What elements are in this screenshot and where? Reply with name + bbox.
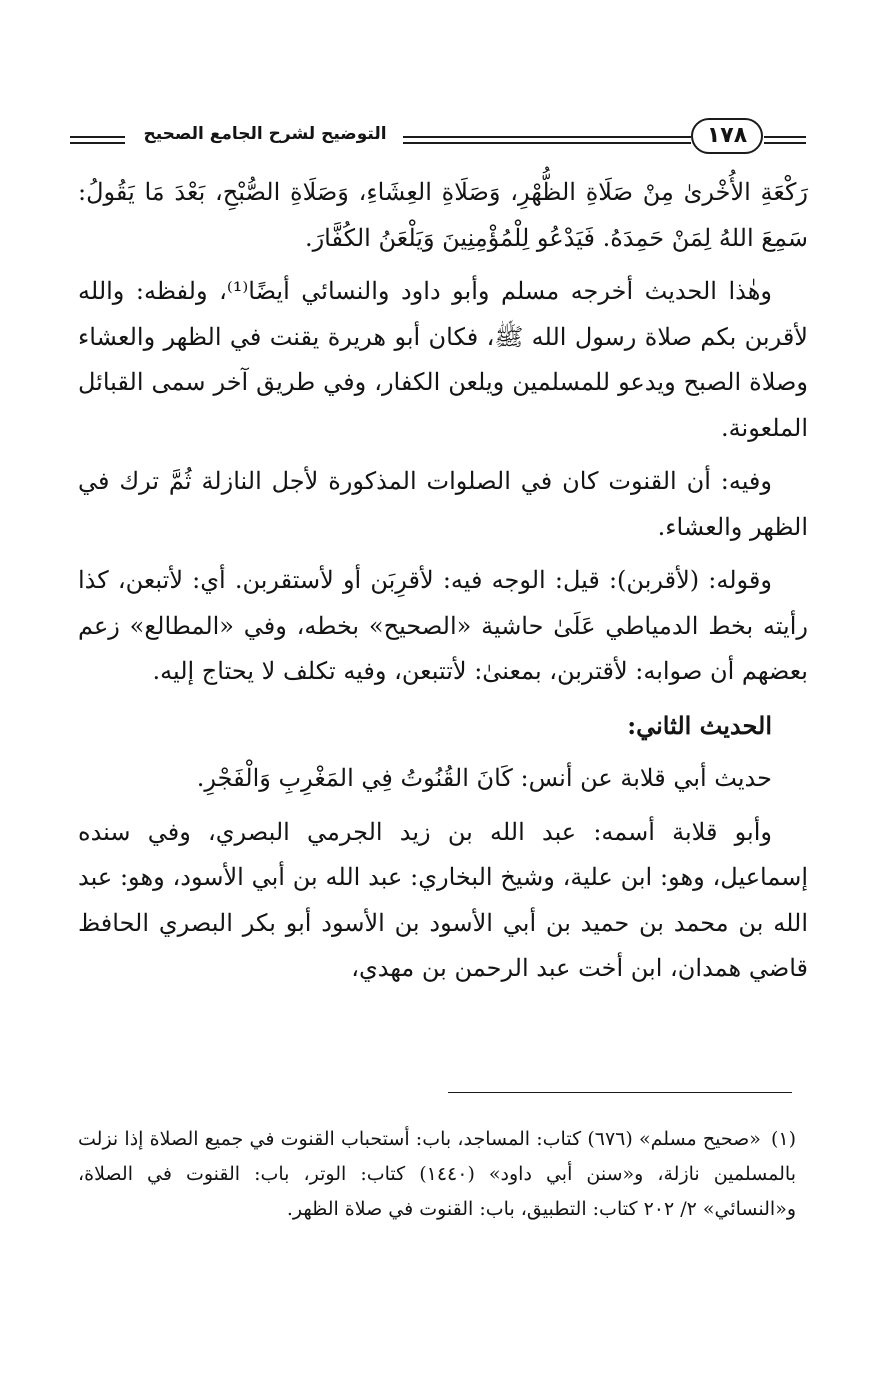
paragraph-takhrij: وهٰذا الحديث أخرجه مسلم وأبو داود والنسائي أيضًا⁽¹⁾، ولفظه: والله لأقربن بكم صلاة رسول الله ﷺ، فكان أبو هريرة يقنت في الظهر والعشاء وصلاة الصبح ويدعو للمسلمين ويلعن الكفار، وفي طريق آخر سمى القبائل الملعونة. xyxy=(78,277,808,442)
header-rule-middle xyxy=(403,136,691,144)
page-number-badge: ١٧٨ xyxy=(691,118,763,154)
paragraph-wording-note: وقوله: (لأقربن): قيل: الوجه فيه: لأقرِبَن أو لأستقربن. أي: لأتبعن، كذا رأيته بخط الدمياطي عَلَىٰ حاشية «الصحيح» بخطه، وفي «المطالع» زعم بعضهم أن صوابه: لأقتربن، بمعنىٰ: لأتتبعن، وفيه تكلف لا يحتاج إليه. xyxy=(78,566,808,685)
footnote-separator xyxy=(448,1092,792,1093)
page-header xyxy=(70,118,810,158)
footnote-text: «صحيح مسلم» (٦٧٦) كتاب: المساجد، باب: أستحباب القنوت في جميع الصلاة إذا نزلت بالمسلمين نازلة، و«سنن أبي داود» (١٤٤٠) كتاب: الوتر، باب: القنوت في الصلاة، و«النسائي» ٢/ ٢٠٢ كتاب: التطبيق، باب: القنوت في صلاة الظهر. xyxy=(78,1128,797,1220)
header-rule-right xyxy=(764,136,806,144)
section-heading: الحديث الثاني: xyxy=(627,710,772,740)
running-title: التوضيح لشرح الجامع الصحيح xyxy=(143,124,387,144)
main-text xyxy=(78,170,808,1000)
footnotes xyxy=(78,1122,796,1227)
paragraph-benefit: وفيه: أن القنوت كان في الصلوات المذكورة لأجل النازلة ثُمَّ ترك في الظهر والعشاء. xyxy=(78,467,808,541)
paragraph-narrators: وأبو قلابة أسمه: عبد الله بن زيد الجرمي البصري، وفي سنده إسماعيل، وهو: ابن علية، وشيخ البخاري: عبد الله بن أبي الأسود، وهو: عبد الله بن محمد بن حميد بن أبي الأسود بن الأسود أبو بكر البصري الحافظ قاضي همدان، ابن أخت عبد الرحمن بن مهدي، xyxy=(78,817,808,982)
paragraph-hadith-text: رَكْعَةِ الأُخْرىٰ مِنْ صَلَاةِ الظُّهْرِ، وَصَلَاةِ العِشَاءِ، وَصَلَاةِ الصُّبْحِ، بَعْدَ مَا يَقُولُ: سَمِعَ اللهُ لِمَنْ حَمِدَهُ. فَيَدْعُو لِلْمُؤْمِنِينَ وَيَلْعَنُ الكُفَّارَ. xyxy=(78,178,808,252)
paragraph-second-hadith: حديث أبي قلابة عن أنس: كَانَ القُنُوتُ فِي المَغْرِبِ وَالْفَجْرِ. xyxy=(196,764,772,792)
footnote-marker: (١) xyxy=(770,1128,796,1150)
header-rule-left xyxy=(70,136,125,144)
